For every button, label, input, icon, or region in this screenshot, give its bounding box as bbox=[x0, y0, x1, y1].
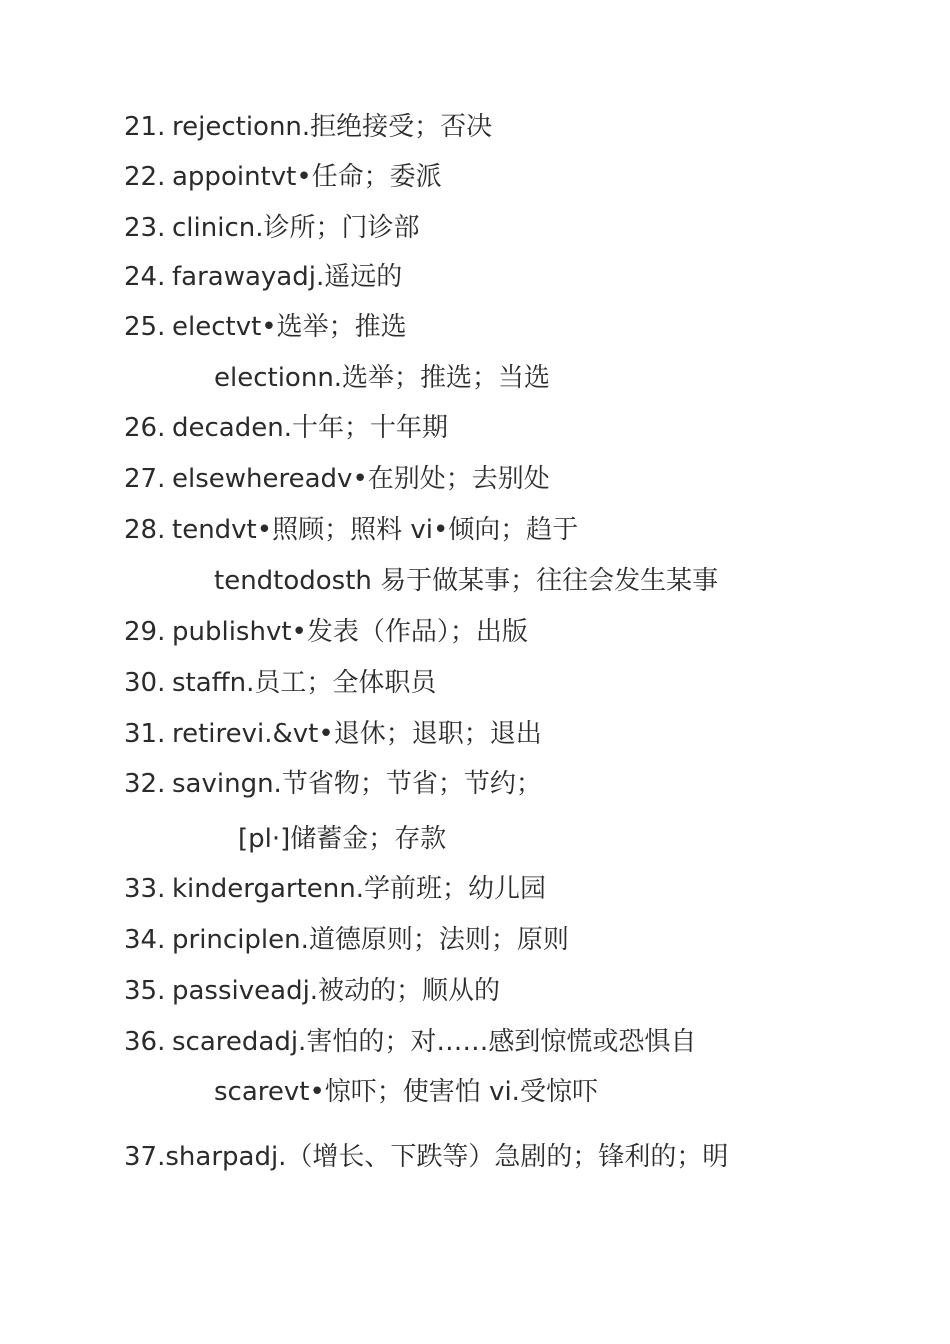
entry-number: 28. bbox=[124, 515, 166, 545]
entry-text: appointvt•任命；委派 bbox=[172, 162, 442, 192]
entry-number: 29. bbox=[124, 617, 166, 647]
vocab-entry-31 bbox=[124, 717, 542, 751]
entry-number: 37. bbox=[124, 1142, 166, 1172]
entry-text: tendtodosth 易于做某事；往往会发生某事 bbox=[214, 566, 719, 596]
entry-number: 34. bbox=[124, 925, 166, 955]
entry-text: [pl·]储蓄金；存款 bbox=[238, 824, 447, 854]
entry-text: scaredadj.害怕的；对……感到惊慌或恐惧自 bbox=[172, 1027, 697, 1057]
entry-text: tendvt•照顾；照料 vi•倾向；趋于 bbox=[172, 515, 579, 545]
vocab-entry-22 bbox=[124, 160, 442, 194]
vocab-entry-24 bbox=[124, 260, 402, 294]
entry-number: 35. bbox=[124, 976, 166, 1006]
vocab-entry-27 bbox=[124, 462, 550, 496]
entry-text: farawayadj.遥远的 bbox=[172, 262, 403, 292]
vocab-entry-29 bbox=[124, 615, 528, 649]
entry-text: decaden.十年；十年期 bbox=[172, 413, 448, 443]
entry-number: 30. bbox=[124, 668, 166, 698]
entry-text: rejectionn.拒绝接受；否决 bbox=[172, 112, 493, 142]
vocab-entry-25 bbox=[124, 310, 407, 344]
entry-number: 36. bbox=[124, 1027, 166, 1057]
vocab-entry-25-continuation bbox=[214, 361, 550, 395]
vocab-entry-32-continuation bbox=[238, 822, 446, 856]
entry-number: 31. bbox=[124, 719, 166, 749]
vocab-entry-36 bbox=[124, 1025, 696, 1059]
vocab-entry-26 bbox=[124, 411, 448, 445]
entry-text: savingn.节省物；节省；节约； bbox=[172, 769, 542, 799]
entry-number: 32. bbox=[124, 769, 166, 799]
vocab-entry-36-continuation bbox=[214, 1075, 598, 1109]
entry-number: 22. bbox=[124, 162, 166, 192]
entry-text: kindergartenn.学前班；幼儿园 bbox=[172, 874, 547, 904]
entry-number: 21. bbox=[124, 112, 166, 142]
vocab-entry-30 bbox=[124, 666, 436, 700]
entry-text: electvt•选举；推选 bbox=[172, 312, 407, 342]
entry-text: retirevi.&vt•退休；退职；退出 bbox=[172, 719, 542, 749]
entry-text: principlen.道德原则；法则；原则 bbox=[172, 925, 569, 955]
entry-number: 27. bbox=[124, 464, 166, 494]
entry-text: scarevt•惊吓；使害怕 vi.受惊吓 bbox=[214, 1077, 598, 1107]
entry-number: 25. bbox=[124, 312, 166, 342]
entry-text: elsewhereadv•在别处；去别处 bbox=[172, 464, 550, 494]
vocab-entry-33 bbox=[124, 872, 546, 906]
entry-number: 33. bbox=[124, 874, 166, 904]
vocab-entry-23 bbox=[124, 211, 419, 245]
entry-text: staffn.员工；全体职员 bbox=[172, 668, 437, 698]
vocab-entry-21 bbox=[124, 110, 492, 144]
vocab-entry-28-continuation bbox=[214, 564, 718, 598]
entry-text: electionn.选举；推选；当选 bbox=[214, 363, 551, 393]
entry-number: 23. bbox=[124, 213, 166, 243]
vocab-entry-35 bbox=[124, 974, 500, 1008]
entry-text: clinicn.诊所；门诊部 bbox=[172, 213, 420, 243]
entry-number: 26. bbox=[124, 413, 166, 443]
vocab-entry-37 bbox=[124, 1140, 728, 1174]
entry-number: 24. bbox=[124, 262, 166, 292]
vocab-entry-28 bbox=[124, 513, 578, 547]
entry-text: passiveadj.被动的；顺从的 bbox=[172, 976, 501, 1006]
vocab-entry-32 bbox=[124, 767, 542, 801]
vocab-entry-34 bbox=[124, 923, 569, 957]
entry-text: publishvt•发表（作品）；出版 bbox=[172, 617, 528, 647]
entry-text: sharpadj.（增长、下跌等）急剧的；锋利的；明 bbox=[165, 1142, 729, 1172]
